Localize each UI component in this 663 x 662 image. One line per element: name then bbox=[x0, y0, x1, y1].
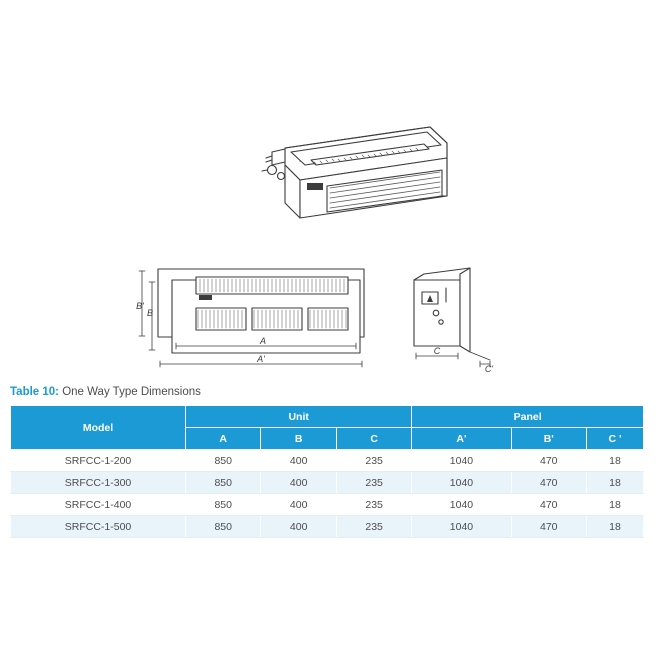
cell-unit-b: 400 bbox=[261, 494, 336, 516]
table-row bbox=[11, 516, 644, 538]
cell-panel-b: 470 bbox=[511, 472, 586, 494]
cell-unit-c: 235 bbox=[336, 516, 411, 538]
cell-panel-a: 1040 bbox=[412, 450, 511, 472]
cell-model: SRFCC-1-400 bbox=[11, 494, 186, 516]
perspective-view bbox=[262, 127, 447, 218]
cell-panel-c: 18 bbox=[586, 516, 643, 538]
table-header-group-row bbox=[11, 406, 644, 428]
cell-model: SRFCC-1-200 bbox=[11, 450, 186, 472]
table-body bbox=[11, 450, 644, 538]
header-unit-c: C bbox=[336, 428, 411, 450]
header-unit-a: A bbox=[186, 428, 261, 450]
cell-unit-b: 400 bbox=[261, 516, 336, 538]
cell-unit-c: 235 bbox=[336, 494, 411, 516]
label-C-prime: C' bbox=[484, 364, 494, 374]
header-unit: Unit bbox=[186, 406, 412, 428]
label-B-prime: B' bbox=[136, 301, 144, 311]
header-panel: Panel bbox=[412, 406, 644, 428]
header-unit-b: B bbox=[261, 428, 336, 450]
header-panel-b: B' bbox=[511, 428, 586, 450]
cell-unit-a: 850 bbox=[186, 516, 261, 538]
cell-panel-b: 470 bbox=[511, 494, 586, 516]
cell-unit-c: 235 bbox=[336, 472, 411, 494]
label-B: B bbox=[146, 308, 154, 318]
cell-panel-b: 470 bbox=[511, 450, 586, 472]
header-panel-c: C ' bbox=[586, 428, 643, 450]
cell-model: SRFCC-1-300 bbox=[11, 472, 186, 494]
label-A: A bbox=[259, 336, 267, 346]
cell-model: SRFCC-1-500 bbox=[11, 516, 186, 538]
table-row bbox=[11, 450, 644, 472]
cell-unit-a: 850 bbox=[186, 450, 261, 472]
cell-panel-a: 1040 bbox=[412, 516, 511, 538]
cell-unit-b: 400 bbox=[261, 472, 336, 494]
label-C: C bbox=[433, 346, 441, 356]
side-elevation bbox=[414, 268, 490, 367]
table-head bbox=[11, 406, 644, 450]
table-row bbox=[11, 472, 644, 494]
caption-label: Table 10: bbox=[10, 386, 59, 398]
cell-panel-b: 470 bbox=[511, 516, 586, 538]
cell-panel-c: 18 bbox=[586, 450, 643, 472]
cell-unit-c: 235 bbox=[336, 450, 411, 472]
cell-panel-c: 18 bbox=[586, 472, 643, 494]
cell-unit-b: 400 bbox=[261, 450, 336, 472]
cell-panel-a: 1040 bbox=[412, 494, 511, 516]
header-panel-a: A' bbox=[412, 428, 511, 450]
label-A-prime: A' bbox=[257, 354, 265, 364]
dimensions-table bbox=[10, 405, 644, 538]
cell-unit-a: 850 bbox=[186, 472, 261, 494]
front-elevation bbox=[139, 269, 364, 367]
caption-text: One Way Type Dimensions bbox=[59, 386, 201, 398]
cell-unit-a: 850 bbox=[186, 494, 261, 516]
table-row bbox=[11, 494, 644, 516]
cell-panel-a: 1040 bbox=[412, 472, 511, 494]
header-model: Model bbox=[11, 406, 186, 450]
table-caption bbox=[10, 386, 201, 398]
cell-panel-c: 18 bbox=[586, 494, 643, 516]
